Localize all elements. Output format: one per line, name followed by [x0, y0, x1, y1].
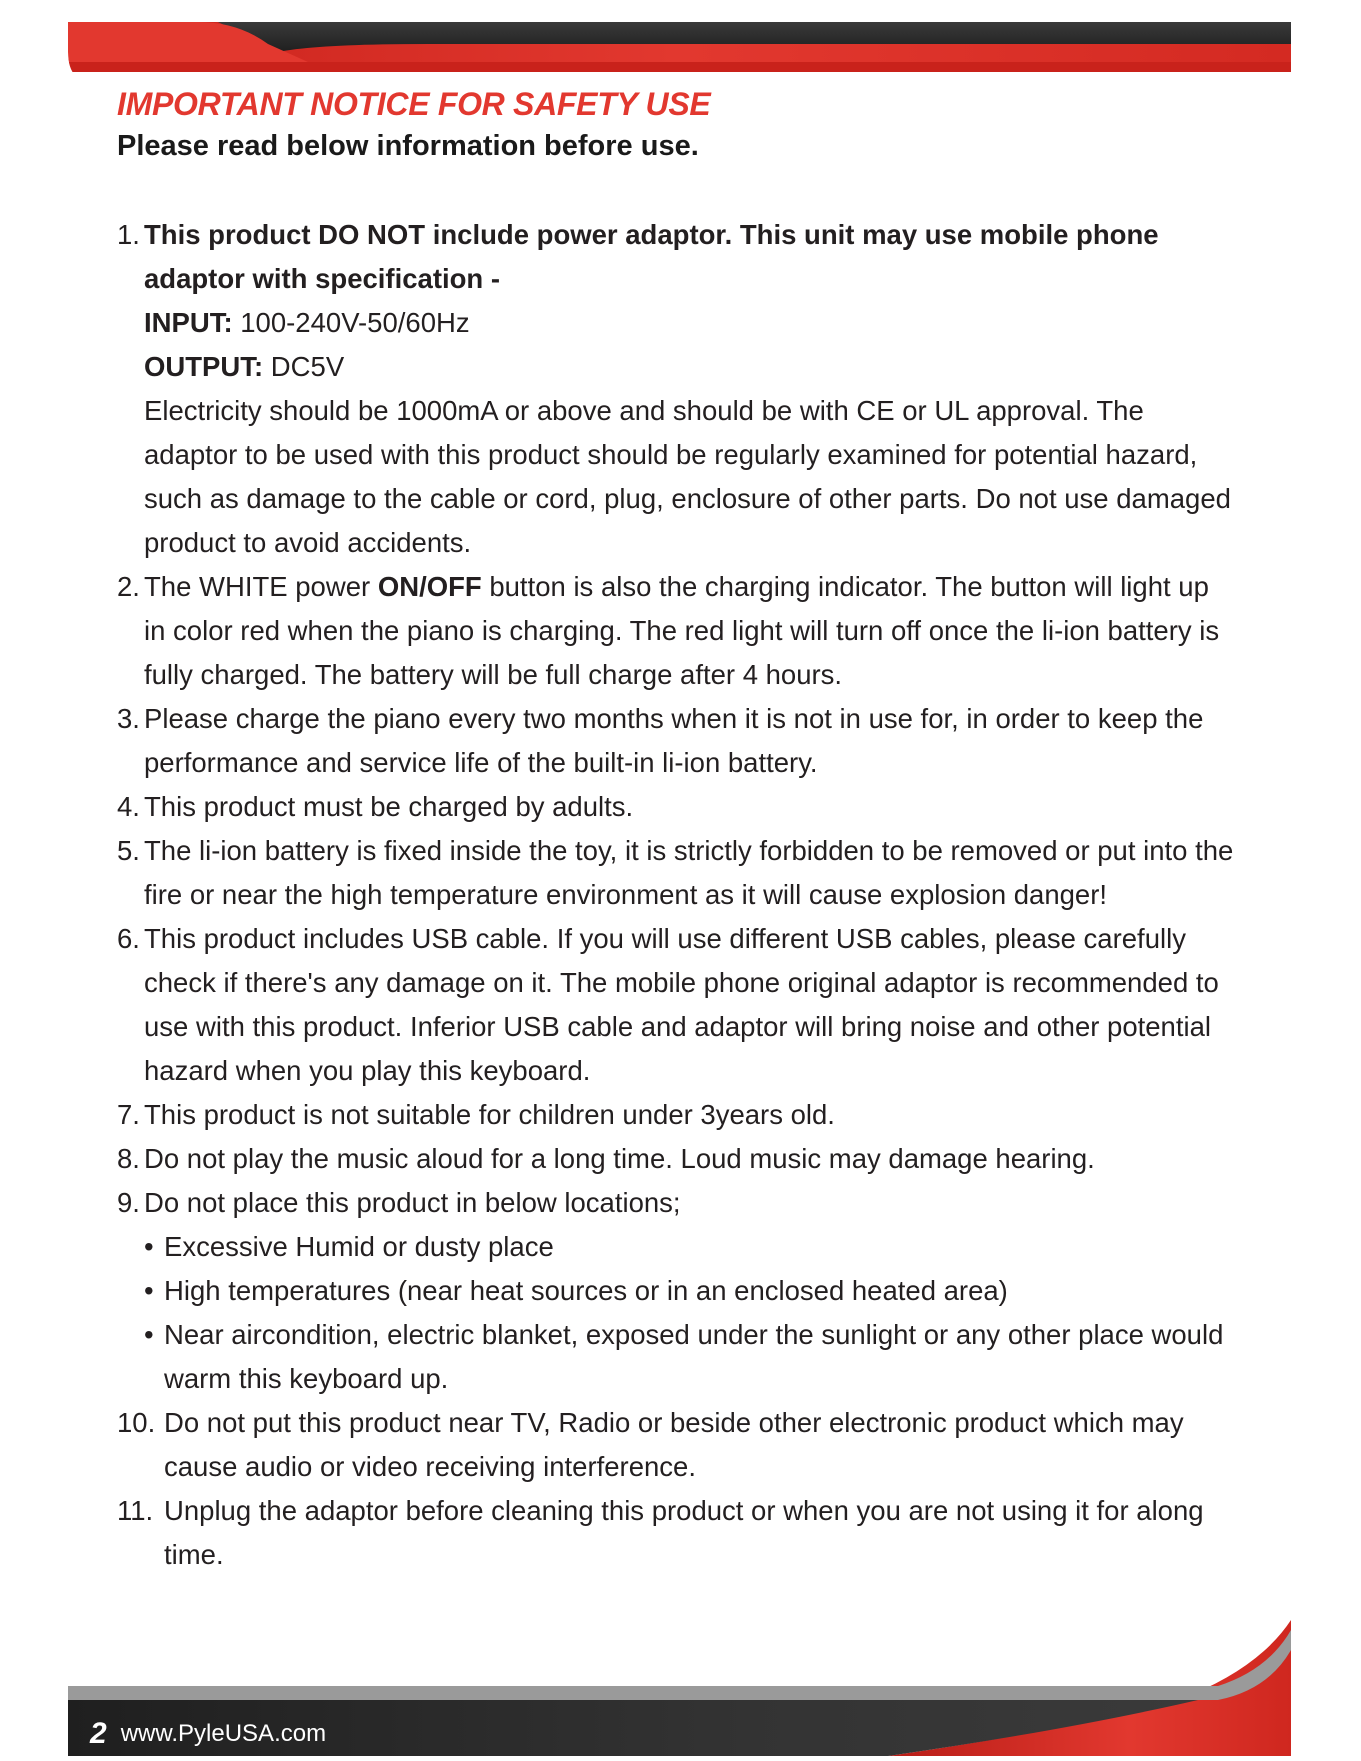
- list-item: [117, 1489, 1237, 1577]
- bullet-icon: •: [144, 1319, 154, 1350]
- safety-list: [117, 213, 1237, 1577]
- item-text: Unplug the adaptor before cleaning this product or when you are not using it for along time.: [164, 1495, 1204, 1570]
- item-text: The li-ion battery is fixed inside the toy, it is strictly forbidden to be removed or put into the fire or near the high temperature environment as it will cause explosion danger!: [144, 835, 1234, 910]
- list-item: [117, 917, 1237, 1093]
- location-bullet-list: [117, 1225, 1237, 1401]
- header-band-graphic: [68, 22, 1291, 84]
- list-item: [117, 785, 1237, 829]
- item-text: Please charge the piano every two months when it is not in use for, in order to keep the performance and service life of the built-in li-ion battery.: [144, 703, 1204, 778]
- bullet-item: [117, 1225, 1237, 1269]
- bullet-text: Excessive Humid or dusty place: [164, 1231, 554, 1262]
- item-number: 2.: [117, 571, 140, 602]
- output-spec: [144, 345, 1237, 389]
- output-value: DC5V: [263, 351, 345, 382]
- item-number: 6.: [117, 923, 140, 954]
- item-number: 4.: [117, 791, 140, 822]
- bullet-icon: •: [144, 1275, 154, 1306]
- list-item: [117, 697, 1237, 785]
- input-value: 100-240V-50/60Hz: [232, 307, 470, 338]
- item-text: This product is not suitable for children under 3years old.: [144, 1099, 835, 1130]
- item-body-text: Electricity should be 1000mA or above and should be with CE or UL approval. The adaptor to be used with this product should be regularly examined for potential hazard, such as damage to the cable or cord, plug, enclosure of other parts. Do not use damaged product to avoid accidents.: [144, 395, 1231, 558]
- bullet-text: High temperatures (near heat sources or in an enclosed heated area): [164, 1275, 1008, 1306]
- item-lead-text: This product DO NOT include power adaptor. This unit may use mobile phone adaptor with specification -: [144, 219, 1159, 294]
- item-text-before: The WHITE power: [144, 571, 378, 602]
- input-label: INPUT:: [144, 307, 233, 338]
- item-text-after: button is also the charging indicator. The button will light up in color red when the piano is charging. The red light will turn off once the li-ion battery is fully charged. The battery will be full charge after 4 hours.: [144, 571, 1220, 690]
- header-band: [68, 22, 1291, 84]
- bullet-item: [117, 1313, 1237, 1401]
- bullet-icon: •: [144, 1231, 154, 1262]
- list-item: [117, 213, 1237, 565]
- footer: [90, 1716, 326, 1752]
- list-item: [117, 565, 1237, 697]
- item-text: This product must be charged by adults.: [144, 791, 634, 822]
- item-text: Do not play the music aloud for a long time. Loud music may damage hearing.: [144, 1143, 1095, 1174]
- input-spec: [144, 301, 1237, 345]
- item-text: Do not put this product near TV, Radio or beside other electronic product which may cause audio or video receiving interference.: [164, 1407, 1184, 1482]
- on-off-label: ON/OFF: [377, 571, 482, 602]
- list-item: [117, 829, 1237, 917]
- bullet-text: Near aircondition, electric blanket, exposed under the sunlight or any other place would warm this keyboard up.: [164, 1319, 1224, 1394]
- item-number: 11.: [117, 1495, 154, 1526]
- list-item: [117, 1093, 1237, 1137]
- item-number: 3.: [117, 703, 140, 734]
- item-number: 9.: [117, 1187, 140, 1218]
- item-number: 10.: [117, 1407, 156, 1438]
- list-item: [117, 1181, 1237, 1225]
- item-number: 5.: [117, 835, 140, 866]
- website-url: www.PyleUSA.com: [120, 1720, 327, 1747]
- bullet-group: [117, 1225, 1237, 1401]
- item-text: This product includes USB cable. If you will use different USB cables, please carefully check if there's any damage on it. The mobile phone original adaptor is recommended to use with this product. Inferior USB cable and adaptor will bring noise and other potential hazard when you play this keyboard.: [144, 923, 1219, 1086]
- item-number: 7.: [117, 1099, 140, 1130]
- item-text: Do not place this product in below locations;: [144, 1187, 681, 1218]
- bullet-item: [117, 1269, 1237, 1313]
- item-number: 8.: [117, 1143, 140, 1174]
- notice-subtitle: Please read below information before use.: [117, 130, 699, 162]
- notice-title: IMPORTANT NOTICE FOR SAFETY USE: [117, 86, 711, 122]
- list-item: [117, 1137, 1237, 1181]
- list-item: [117, 1401, 1237, 1489]
- output-label: OUTPUT:: [144, 351, 264, 382]
- item-number: 1.: [117, 219, 140, 250]
- page-number: 2: [90, 1717, 107, 1750]
